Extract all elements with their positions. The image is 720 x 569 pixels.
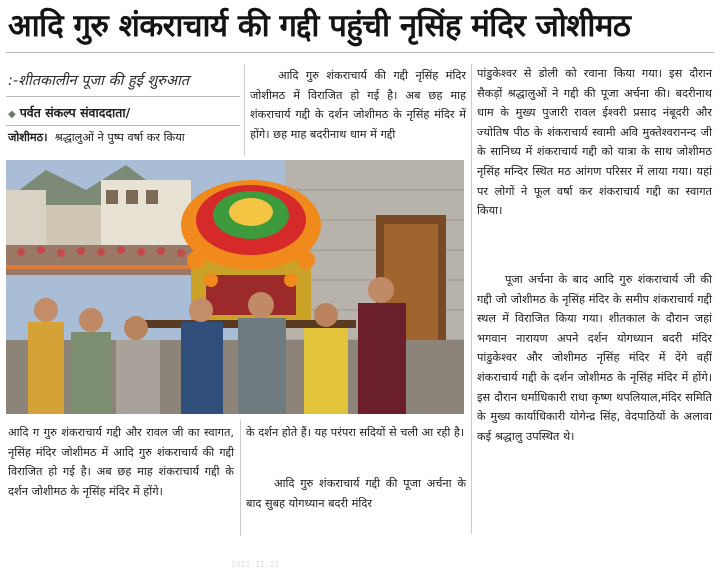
- subheading-rule: [6, 96, 240, 97]
- column-1-bottom: आदि ग गुरु शंकराचार्य गद्दी और रावल जी का स्वागत, नृसिंह मंदिर जोशीमठ में आदि गुरु शंकराचार्य की गद्दी विराजित हो गई है। अब छह माह शंकराचार्य गद्दी के दर्शन जोशीमठ के नृसिंह मंदिर में होंगे।: [8, 426, 234, 498]
- column-1-intro-text: श्रद्धालुओं ने पुष्प वर्षा कर किया: [54, 131, 185, 144]
- column-2-top-text: आदि गुरु शंकराचार्य की गद्दी नृसिंह मंदिर जोशीमठ में विराजित हो गई है। अब छह माह शंकराचार्य गद्दी के दर्शन जोशीमठ के नृसिंह मंदिर में होंगे। छह माह बदरीनाथ धाम में गद्दी: [250, 69, 466, 141]
- procession-photo-illustration: [6, 160, 464, 414]
- column-divider-2: [471, 64, 472, 534]
- dateline: जोशीमठ।: [8, 131, 48, 144]
- subheading: :-शीतकालीन पूजा की हुई शुरुआत: [8, 73, 190, 89]
- column-3-para-1: पांडुकेश्वर से डोली को रवाना किया गया। इस दौरान सैकड़ों श्रद्धालुओं ने गद्दी की पूजा अर्चना की। बदरीनाथ धाम के मुख्य पुजारी रावल ईश्वरी प्रसाद नंबूदरी और ज्योतिष पीठ के शंकराचार्य स्वामी अवि मुक्तेश्वरानन्द जी के सानिध्य में शंकराचार्य गद्दी को यात्रा के साथ जोशीमठ नृसिंह मन्दिर स्थित मठ आंगण परिसर में लाया गया। यहां पर लोगों ने फूल वर्षा कर शंकराचार्य गद्दी का स्वागत किया।: [477, 67, 712, 218]
- headline-rule: [6, 52, 714, 53]
- photo-timestamp: 2022.11.21: [231, 560, 280, 569]
- diamond-icon: ◆: [8, 109, 16, 120]
- headline: आदि गुरु शंकराचार्य की गद्दी पहुंची नृसिंह मंदिर जोशीमठ: [8, 8, 631, 44]
- column-divider-1: [244, 64, 245, 156]
- byline: [8, 102, 240, 124]
- column-3-para-2-text: पूजा अर्चना के बाद आदि गुरु शंकराचार्य जी की गद्दी जो जोशीमठ के नृसिंह मंदिर के समीप शंकराचार्य गद्दी स्थल में विराजित किया गया। शीतकाल के दौरान जहां भगवान नारायण अपने दर्शन योगध्यान बदरी मंदिर पांडुकेश्वर और जोशीमठ नृसिंह मंदिर में देंगे वहीं शंकराचार्य गद्दी के दर्शन जोशीमठ के नृसिंह मंदिर में होंगे। इस दौरान धर्माधिकारी राधा कृष्ण थपलियाल,मंदिर समिति के मुख्य कार्याधिकारी योगेन्द्र सिंह, वेदपाठियों के अलावा कई श्रद्धालु उपस्थित थे।: [477, 273, 712, 443]
- column-3-para-2: [477, 270, 712, 540]
- byline-text: पर्वत संकल्प संवाददाता/: [19, 105, 131, 120]
- column-1-intro: [8, 128, 240, 152]
- column-2-bottom-para-1: के दर्शन होते हैं। यह परंपरा सदियों से चली आ रही है।: [246, 426, 465, 439]
- column-2-top: [250, 66, 466, 154]
- column-divider-3: [240, 420, 241, 536]
- column-2-bottom-para-2-text: आदि गुरु शंकराचार्य गद्दी की पूजा अर्चना के बाद सुबह योगध्यान बदरी मंदिर: [246, 477, 466, 510]
- column-2-bottom-para-2: [246, 474, 466, 538]
- byline-rule: [6, 125, 240, 126]
